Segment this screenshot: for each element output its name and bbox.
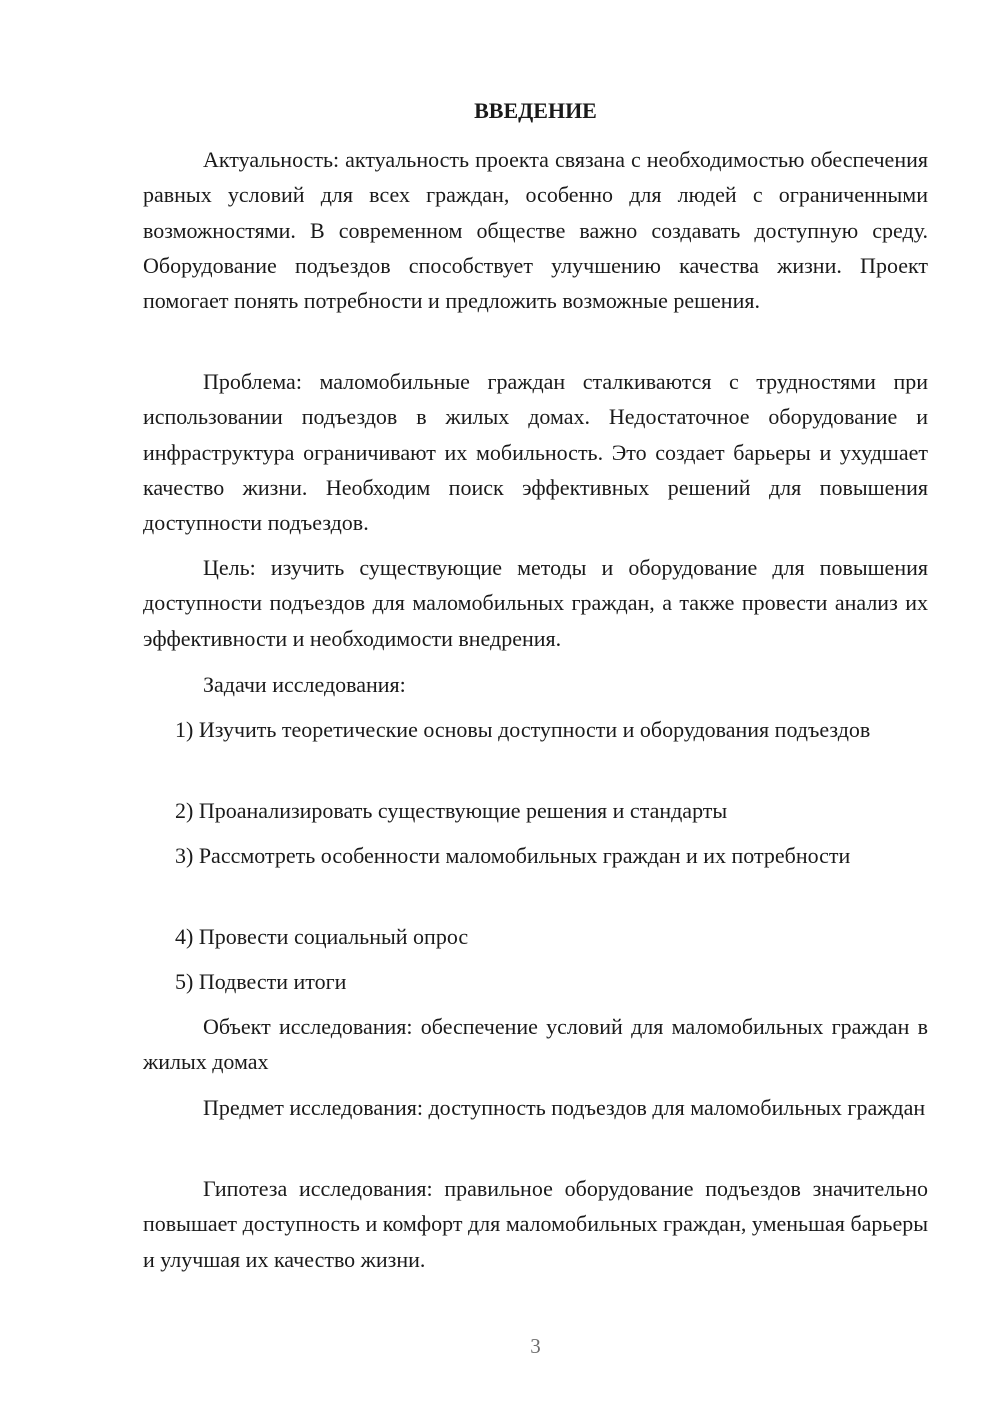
page-title: ВВЕДЕНИЕ bbox=[474, 98, 597, 123]
document-page bbox=[143, 0, 928, 1414]
task-item-1: 1) Изучить теоретические основы доступности и оборудования подъездов bbox=[175, 717, 871, 742]
paragraph-hypothesis: Гипотеза исследования: правильное оборудование подъездов значительно повышает доступность и комфорт для маломобильных граждан, уменьшая барьеры и улучшая их качество жизни. bbox=[143, 1176, 928, 1272]
paragraph-problem: Проблема: маломобильные граждан сталкиваются с трудностями при использовании подъездов в жилых домах. Недостаточное оборудование и инфраструктура ограничивают их мобильность. Это создает барьеры и ухудшает качество жизни. Необходим поиск эффективных решений для повышения доступности подъездов. bbox=[143, 369, 928, 536]
paragraph-object: Объект исследования: обеспечение условий для маломобильных граждан в жилых домах bbox=[143, 1014, 928, 1075]
task-item-5: 5) Подвести итоги bbox=[175, 969, 347, 994]
paragraph-relevance: Актуальность: актуальность проекта связана с необходимостью обеспечения равных условий для всех граждан, особенно для людей с ограниченными возможностями. В современном обществе важно создавать доступную среду. Оборудование подъездов способствует улучшению качества жизни. Проект помогает понять потребности и предложить возможные решения. bbox=[143, 147, 928, 314]
tasks-heading: Задачи исследования: bbox=[203, 672, 406, 697]
page-number: 3 bbox=[530, 1334, 541, 1358]
paragraph-goal: Цель: изучить существующие методы и оборудование для повышения доступности подъездов для маломобильных граждан, а также провести анализ их эффективности и необходимости внедрения. bbox=[143, 555, 928, 651]
task-item-2: 2) Проанализировать существующие решения и стандарты bbox=[175, 798, 728, 823]
task-item-3: 3) Рассмотреть особенности маломобильных граждан и их потребности bbox=[175, 843, 851, 868]
task-item-4: 4) Провести социальный опрос bbox=[175, 924, 469, 949]
paragraph-subject: Предмет исследования: доступность подъездов для маломобильных граждан bbox=[203, 1095, 926, 1120]
